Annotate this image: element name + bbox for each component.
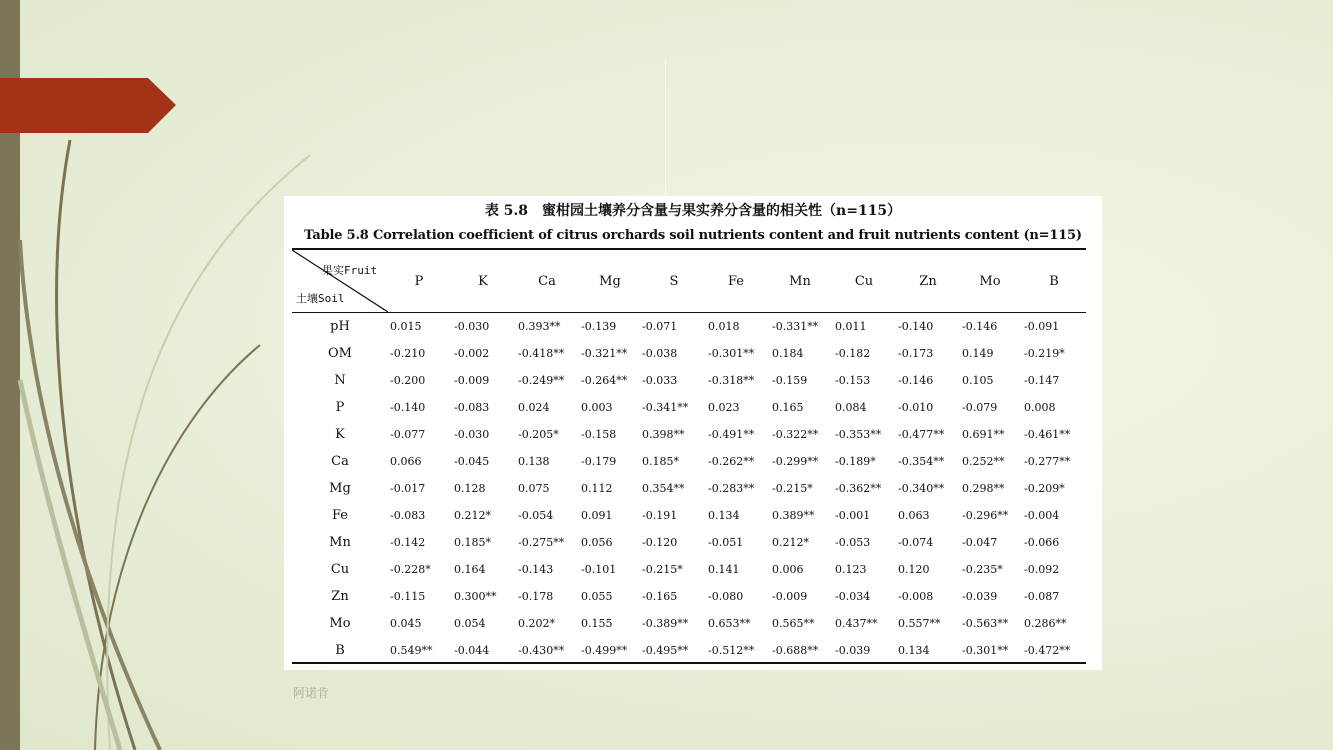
row-header: OM [328,346,352,361]
table-cell: 0.011 [835,320,867,333]
table-cell: -0.283** [708,482,755,495]
table-cell: 0.075 [518,482,550,495]
table-cell: -0.083 [390,509,426,522]
table-bottom-rule [292,662,1086,664]
table-cell: -0.491** [708,428,755,441]
table-cell: 0.056 [581,536,613,549]
row-header: Fe [331,508,348,523]
table-cell: -0.146 [898,374,934,387]
table-cell: -0.044 [454,644,490,657]
table-cell: -0.054 [518,509,554,522]
table-cell: 0.549** [390,644,433,657]
table-cell: -0.120 [642,536,678,549]
table-cell: -0.191 [642,509,678,522]
table-cell: -0.047 [962,536,998,549]
table-cell: -0.495** [642,644,689,657]
column-header: Zn [919,274,937,289]
row-header: K [335,427,345,442]
table-cell: -0.079 [962,401,998,414]
table-cell: -0.264** [581,374,628,387]
table-cell: 0.389** [772,509,815,522]
table-cell: 0.155 [581,617,613,630]
table-cell: 0.212* [454,509,491,522]
table-cell: 0.045 [390,617,422,630]
table-cell: 0.202* [518,617,555,630]
table-header-rule [292,312,1086,313]
table-cell: -0.140 [390,401,426,414]
table-cell: -0.200 [390,374,426,387]
table-cell: 0.164 [454,563,486,576]
table-cell: 0.008 [1024,401,1056,414]
table-cell: -0.277** [1024,455,1071,468]
table-cell: -0.091 [1024,320,1060,333]
table-cell: -0.071 [642,320,678,333]
corner-soil-label: 土壤Soil [296,292,345,305]
table-cell: -0.354** [898,455,945,468]
table-cell: -0.039 [835,644,871,657]
table-cell: -0.053 [835,536,871,549]
table-cell: -0.321** [581,347,628,360]
table-cell: -0.074 [898,536,934,549]
table-cell: 0.286** [1024,617,1067,630]
table-cell: 0.128 [454,482,486,495]
table-cell: 0.134 [898,644,930,657]
table-cell: 0.091 [581,509,613,522]
column-header: Fe [727,274,744,289]
row-header: P [335,400,345,415]
table-cell: -0.340** [898,482,945,495]
table-cell: -0.147 [1024,374,1060,387]
table-cell: 0.003 [581,401,613,414]
table-cell: 0.066 [390,455,422,468]
table-cell: 0.105 [962,374,994,387]
table-cell: -0.219* [1024,347,1065,360]
row-header: Mg [329,481,351,496]
column-header: B [1049,274,1059,289]
table-cell: -0.101 [581,563,617,576]
table-cell: -0.461** [1024,428,1071,441]
correlation-table-image [284,196,1102,670]
table-cell: -0.165 [642,590,678,603]
table-cell: -0.030 [454,428,490,441]
table-cell: -0.299** [772,455,819,468]
table-cell: -0.017 [390,482,426,495]
table-cell: -0.077 [390,428,426,441]
corner-fruit-label: 果实Fruit [322,264,378,277]
table-cell: 0.184 [772,347,804,360]
table-top-rule [292,248,1086,250]
column-header: Cu [854,274,874,289]
table-cell: -0.159 [772,374,808,387]
table-cell: -0.051 [708,536,744,549]
table-cell: -0.418** [518,347,565,360]
table-cell: 0.006 [772,563,804,576]
table-title-cn: 表 5.8 蜜柑园土壤养分含量与果实养分含量的相关性（n=115） [484,203,902,219]
column-header: Ca [538,274,556,289]
table-cell: 0.354** [642,482,685,495]
table-cell: -0.008 [898,590,934,603]
table-cell: -0.353** [835,428,882,441]
table-cell: -0.039 [962,590,998,603]
table-cell: -0.228* [390,563,431,576]
table-cell: -0.249** [518,374,565,387]
table-cell: 0.185* [454,536,491,549]
table-cell: -0.182 [835,347,871,360]
table-cell: -0.087 [1024,590,1060,603]
table-cell: -0.038 [642,347,678,360]
table-cell: 0.055 [581,590,613,603]
table-cell: -0.341** [642,401,689,414]
table-cell: -0.066 [1024,536,1060,549]
row-header: Cu [330,562,350,577]
table-cell: -0.331** [772,320,819,333]
table-cell: -0.140 [898,320,934,333]
footer-text: 阿诺肯 [293,686,330,700]
table-cell: -0.143 [518,563,554,576]
table-title-en: Table 5.8 Correlation coefficient of citrus orchards soil nutrients content and fruit nutrients content (n=115) [304,228,1082,243]
table-cell: 0.437** [835,617,878,630]
column-header: Mn [789,274,811,289]
row-header: Mo [329,616,351,631]
table-cell: -0.318** [708,374,755,387]
table-cell: -0.389** [642,617,689,630]
row-header: Ca [331,454,349,469]
table-cell: -0.083 [454,401,490,414]
table-cell: -0.210 [390,347,426,360]
table-cell: -0.010 [898,401,934,414]
table-cell: 0.112 [581,482,613,495]
table-cell: 0.165 [772,401,804,414]
table-cell: -0.080 [708,590,744,603]
column-header: K [478,274,488,289]
table-cell: -0.362** [835,482,882,495]
table-cell: 0.023 [708,401,740,414]
table-cell: 0.149 [962,347,994,360]
table-cell: -0.209* [1024,482,1065,495]
table-cell: -0.215* [642,563,683,576]
table-cell: 0.653** [708,617,751,630]
table-cell: 0.024 [518,401,550,414]
table-cell: -0.215* [772,482,813,495]
column-header: Mg [599,274,621,289]
table-cell: 0.691** [962,428,1005,441]
table-cell: -0.045 [454,455,490,468]
row-header: Mn [329,535,351,550]
table-cell: -0.178 [518,590,554,603]
title-accent-tab [0,78,176,133]
table-cell: -0.142 [390,536,426,549]
table-cell: -0.499** [581,644,628,657]
table-cell: -0.262** [708,455,755,468]
table-cell: -0.189* [835,455,876,468]
table-cell: -0.430** [518,644,565,657]
table-cell: -0.009 [772,590,808,603]
column-header: Mo [979,274,1001,289]
table-cell: 0.084 [835,401,867,414]
table-cell: 0.557** [898,617,941,630]
column-header: P [414,274,424,289]
table-cell: -0.179 [581,455,617,468]
table-cell: -0.322** [772,428,819,441]
table-cell: 0.185* [642,455,679,468]
table-cell: 0.054 [454,617,486,630]
table-cell: -0.301** [962,644,1009,657]
table-cell: -0.275** [518,536,565,549]
table-cell: -0.002 [454,347,490,360]
table-cell: 0.398** [642,428,685,441]
table-cell: -0.173 [898,347,934,360]
table-cell: -0.235* [962,563,1003,576]
divider-line [665,60,666,200]
row-header: Zn [331,589,349,604]
table-cell: -0.030 [454,320,490,333]
table-cell: -0.139 [581,320,617,333]
table-cell: 0.138 [518,455,550,468]
table-cell: -0.158 [581,428,617,441]
table-cell: -0.115 [390,590,426,603]
table-cell: -0.296** [962,509,1009,522]
table-cell: -0.477** [898,428,945,441]
row-header: B [335,643,345,658]
table-cell: -0.472** [1024,644,1071,657]
table-cell: -0.153 [835,374,871,387]
table-cell: -0.092 [1024,563,1060,576]
table-cell: -0.563** [962,617,1009,630]
table-cell: -0.301** [708,347,755,360]
table-cell: 0.063 [898,509,930,522]
table-cell: 0.393** [518,320,561,333]
table-cell: -0.688** [772,644,819,657]
table-cell: -0.512** [708,644,755,657]
row-header: pH [330,319,350,334]
table-cell: 0.120 [898,563,930,576]
table-cell: 0.134 [708,509,740,522]
row-header: N [334,373,346,388]
table-cell: 0.018 [708,320,740,333]
table-cell: -0.004 [1024,509,1060,522]
table-cell: 0.212* [772,536,809,549]
table-cell: -0.146 [962,320,998,333]
table-cell: -0.033 [642,374,678,387]
table-cell: 0.015 [390,320,422,333]
table-cell: -0.034 [835,590,871,603]
table-cell: 0.252** [962,455,1005,468]
table-cell: -0.205* [518,428,559,441]
table-cell: 0.123 [835,563,867,576]
table-cell: -0.009 [454,374,490,387]
table-cell: 0.298** [962,482,1005,495]
table-cell: 0.300** [454,590,497,603]
table-cell: 0.565** [772,617,815,630]
column-header: S [669,274,679,289]
table-cell: 0.141 [708,563,740,576]
table-cell: -0.001 [835,509,871,522]
